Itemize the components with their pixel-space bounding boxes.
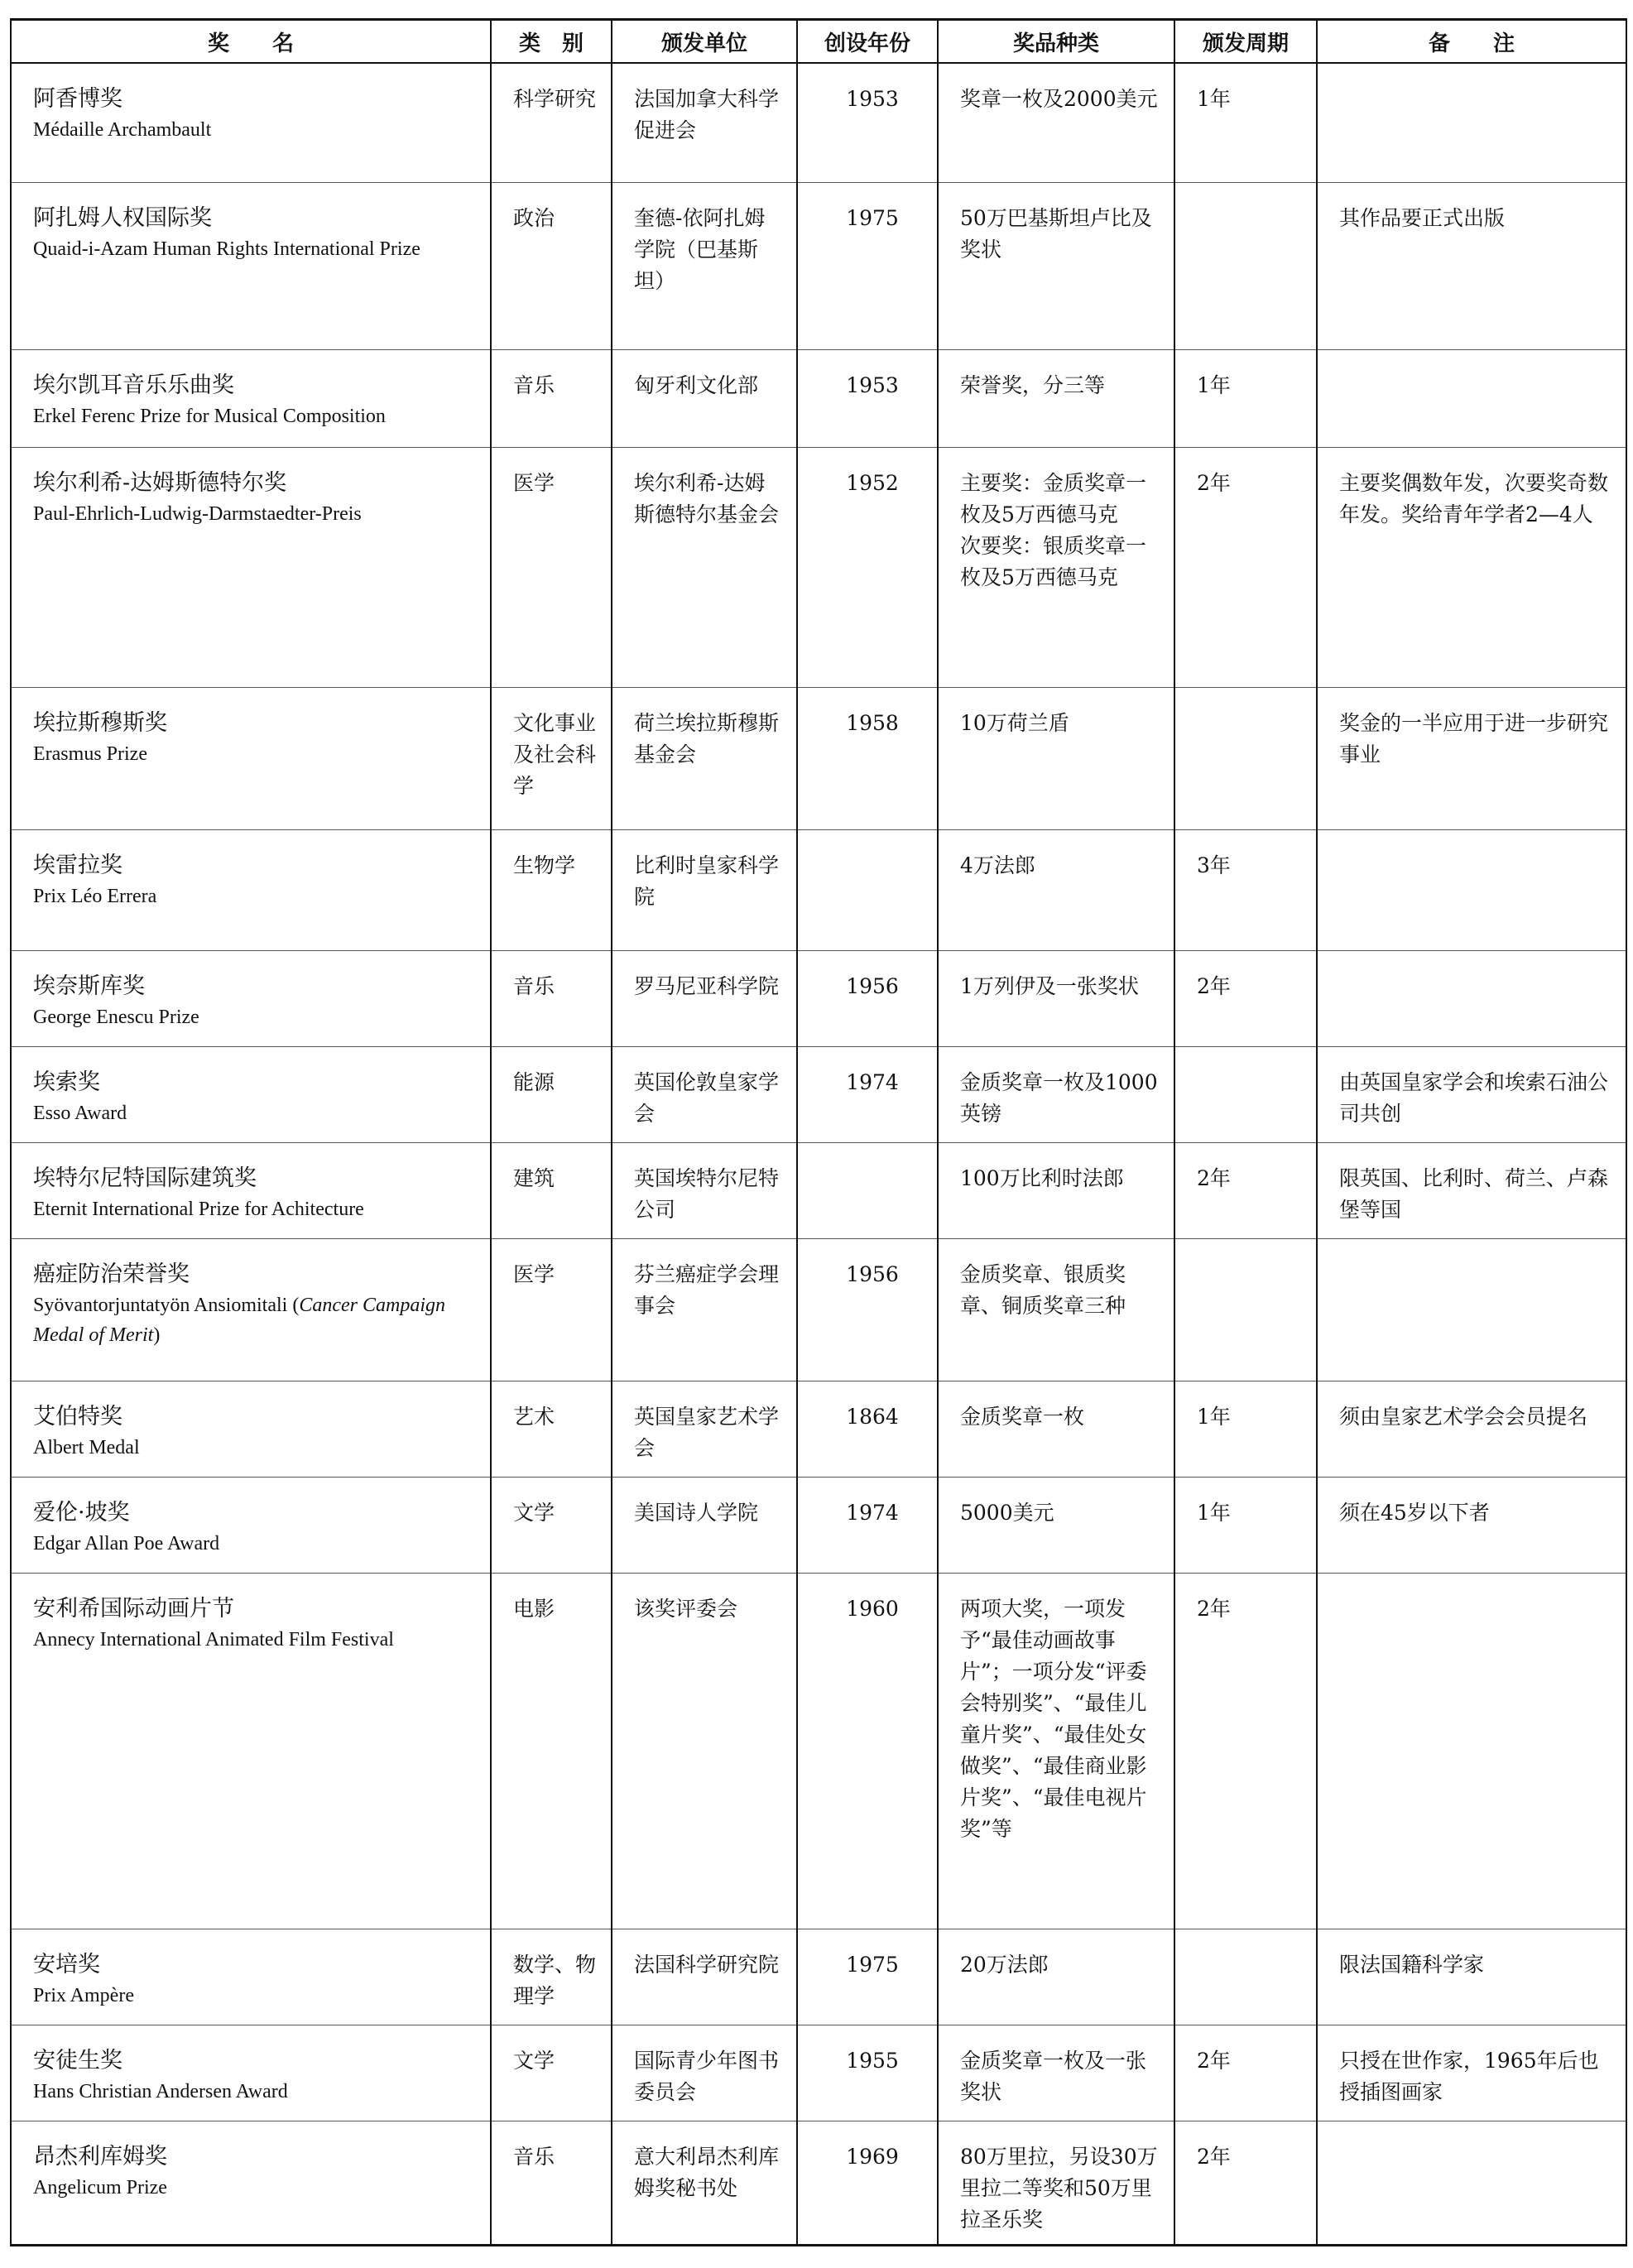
issuer-cell: 该奖评委会 bbox=[612, 1573, 797, 1929]
category-cell: 科学研究 bbox=[491, 63, 612, 182]
award-name-cn: 埃尔凯耳音乐乐曲奖 bbox=[33, 372, 234, 398]
award-name-cn: 埃索奖 bbox=[33, 1069, 100, 1095]
issuer-cell: 英国皇家艺术学会 bbox=[612, 1381, 797, 1477]
award-name-en: Angelicum Prize bbox=[33, 2176, 167, 2198]
header-year: 创设年份 bbox=[797, 20, 938, 64]
category-cell: 医学 bbox=[491, 1238, 612, 1381]
category-cell: 政治 bbox=[491, 182, 612, 349]
period-cell: 1年 bbox=[1174, 1477, 1317, 1573]
award-name-cn: 埃特尔尼特国际建筑奖 bbox=[33, 1165, 257, 1191]
category-cell: 文化事业及社会科学 bbox=[491, 687, 612, 829]
notes-cell: 限法国籍科学家 bbox=[1317, 1929, 1626, 2025]
category-cell: 音乐 bbox=[491, 349, 612, 447]
prize-cell: 两项大奖，一项发予“最佳动画故事片”；一项分发“评委会特别奖”、“最佳儿童片奖”、“最佳处女做奖”、“最佳商业影片奖”、“最佳电视片奖”等 bbox=[938, 1573, 1174, 1929]
prize-cell: 1万列伊及一张奖状 bbox=[938, 950, 1174, 1046]
table-row bbox=[11, 950, 1626, 1046]
award-name-cell bbox=[11, 1142, 491, 1238]
notes-cell: 主要奖偶数年发，次要奖奇数年发。奖给青年学者2—4人 bbox=[1317, 447, 1626, 687]
year-cell: 1975 bbox=[797, 182, 938, 349]
table-row bbox=[11, 1573, 1626, 1929]
issuer-cell: 埃尔利希-达姆斯德特尔基金会 bbox=[612, 447, 797, 687]
award-name-en-italic: Cancer Campaign Medal of Merit bbox=[33, 1294, 445, 1346]
notes-cell: 须在45岁以下者 bbox=[1317, 1477, 1626, 1573]
category-cell: 数学、物理学 bbox=[491, 1929, 612, 2025]
table-row bbox=[11, 1929, 1626, 2025]
year-cell: 1956 bbox=[797, 1238, 938, 1381]
year-cell: 1958 bbox=[797, 687, 938, 829]
period-cell bbox=[1174, 1046, 1317, 1142]
category-cell: 艺术 bbox=[491, 1381, 612, 1477]
period-cell: 3年 bbox=[1174, 829, 1317, 950]
prize-cell: 奖章一枚及2000美元 bbox=[938, 63, 1174, 182]
year-cell: 1864 bbox=[797, 1381, 938, 1477]
category-cell: 能源 bbox=[491, 1046, 612, 1142]
award-name-cell bbox=[11, 447, 491, 687]
issuer-cell: 法国科学研究院 bbox=[612, 1929, 797, 2025]
year-cell: 1955 bbox=[797, 2025, 938, 2121]
period-cell bbox=[1174, 1929, 1317, 2025]
period-cell: 2年 bbox=[1174, 2025, 1317, 2121]
header-row bbox=[11, 20, 1626, 64]
prize-cell: 金质奖章一枚及一张奖状 bbox=[938, 2025, 1174, 2121]
category-cell: 建筑 bbox=[491, 1142, 612, 1238]
award-name-cn: 安徒生奖 bbox=[33, 2047, 122, 2073]
award-name-en: Albert Medal bbox=[33, 1436, 140, 1458]
prize-cell: 50万巴基斯坦卢比及奖状 bbox=[938, 182, 1174, 349]
award-name-en bbox=[33, 1290, 478, 1350]
table-row bbox=[11, 1381, 1626, 1477]
table-row bbox=[11, 447, 1626, 687]
period-cell bbox=[1174, 687, 1317, 829]
period-cell bbox=[1174, 1238, 1317, 1381]
notes-cell bbox=[1317, 1573, 1626, 1929]
issuer-cell: 荷兰埃拉斯穆斯基金会 bbox=[612, 687, 797, 829]
category-cell: 音乐 bbox=[491, 2121, 612, 2245]
award-name-en: Prix Ampère bbox=[33, 1984, 134, 2006]
year-cell: 1960 bbox=[797, 1573, 938, 1929]
table-header bbox=[11, 20, 1626, 64]
award-name-cn: 爱伦·坡奖 bbox=[33, 1499, 130, 1526]
table-row bbox=[11, 1142, 1626, 1238]
award-name-cn: 埃雷拉奖 bbox=[33, 852, 122, 878]
prize-cell: 金质奖章、银质奖章、铜质奖章三种 bbox=[938, 1238, 1174, 1381]
award-name-en: Annecy International Animated Film Festival bbox=[33, 1628, 394, 1651]
issuer-cell: 美国诗人学院 bbox=[612, 1477, 797, 1573]
period-cell: 2年 bbox=[1174, 950, 1317, 1046]
award-name-cell bbox=[11, 687, 491, 829]
award-name-en: Médaille Archambault bbox=[33, 119, 212, 141]
header-name: 奖 名 bbox=[11, 20, 491, 64]
award-name-cn: 阿香博奖 bbox=[33, 86, 122, 112]
award-name-cell bbox=[11, 2025, 491, 2121]
award-name-cell bbox=[11, 182, 491, 349]
award-name-en: Hans Christian Andersen Award bbox=[33, 2080, 288, 2102]
award-name-cell bbox=[11, 63, 491, 182]
category-cell: 医学 bbox=[491, 447, 612, 687]
prize-cell: 荣誉奖，分三等 bbox=[938, 349, 1174, 447]
table-row bbox=[11, 1046, 1626, 1142]
notes-cell: 限英国、比利时、荷兰、卢森堡等国 bbox=[1317, 1142, 1626, 1238]
year-cell: 1974 bbox=[797, 1477, 938, 1573]
award-name-cell bbox=[11, 349, 491, 447]
award-name-en-main: Syövantorjuntatyön Ansiomitali ( bbox=[33, 1294, 300, 1316]
award-name-en: Quaid-i-Azam Human Rights International Prize bbox=[33, 238, 420, 260]
award-name-cell bbox=[11, 1929, 491, 2025]
category-cell: 文学 bbox=[491, 2025, 612, 2121]
category-cell: 文学 bbox=[491, 1477, 612, 1573]
issuer-cell: 英国埃特尔尼特公司 bbox=[612, 1142, 797, 1238]
prize-cell: 4万法郎 bbox=[938, 829, 1174, 950]
table-row bbox=[11, 1238, 1626, 1381]
table-row bbox=[11, 687, 1626, 829]
award-name-cell bbox=[11, 2121, 491, 2245]
table-row bbox=[11, 2121, 1626, 2245]
year-cell: 1975 bbox=[797, 1929, 938, 2025]
issuer-cell: 芬兰癌症学会理事会 bbox=[612, 1238, 797, 1381]
award-name-en: Eternit International Prize for Achitecture bbox=[33, 1198, 364, 1220]
notes-cell bbox=[1317, 829, 1626, 950]
notes-cell bbox=[1317, 1238, 1626, 1381]
notes-cell: 只授在世作家，1965年后也授插图画家 bbox=[1317, 2025, 1626, 2121]
issuer-cell: 匈牙利文化部 bbox=[612, 349, 797, 447]
award-name-en: Erasmus Prize bbox=[33, 742, 147, 765]
table-row bbox=[11, 182, 1626, 349]
award-name-en: Prix Léo Errera bbox=[33, 885, 157, 907]
period-cell: 1年 bbox=[1174, 1381, 1317, 1477]
table-body bbox=[11, 63, 1626, 2245]
award-name-cell bbox=[11, 1573, 491, 1929]
prize-cell: 金质奖章一枚及1000英镑 bbox=[938, 1046, 1174, 1142]
issuer-cell: 意大利昂杰利库姆奖秘书处 bbox=[612, 2121, 797, 2245]
year-cell: 1952 bbox=[797, 447, 938, 687]
award-name-cn: 癌症防治荣誉奖 bbox=[33, 1261, 190, 1287]
award-name-cn: 昂杰利库姆奖 bbox=[33, 2143, 167, 2169]
period-cell: 2年 bbox=[1174, 1573, 1317, 1929]
header-prize: 奖品种类 bbox=[938, 20, 1174, 64]
period-cell: 1年 bbox=[1174, 63, 1317, 182]
notes-cell bbox=[1317, 2121, 1626, 2245]
award-name-cell bbox=[11, 1381, 491, 1477]
prize-cell: 100万比利时法郎 bbox=[938, 1142, 1174, 1238]
award-name-cell bbox=[11, 829, 491, 950]
period-cell: 2年 bbox=[1174, 2121, 1317, 2245]
award-name-cell bbox=[11, 950, 491, 1046]
year-cell bbox=[797, 1142, 938, 1238]
year-cell bbox=[797, 829, 938, 950]
notes-cell bbox=[1317, 63, 1626, 182]
year-cell: 1969 bbox=[797, 2121, 938, 2245]
year-cell: 1956 bbox=[797, 950, 938, 1046]
prize-cell: 10万荷兰盾 bbox=[938, 687, 1174, 829]
table-row bbox=[11, 349, 1626, 447]
award-name-en: Esso Award bbox=[33, 1102, 127, 1124]
header-notes: 备 注 bbox=[1317, 20, 1626, 64]
category-cell: 电影 bbox=[491, 1573, 612, 1929]
table-row bbox=[11, 829, 1626, 950]
issuer-cell: 奎德-依阿扎姆学院（巴基斯坦） bbox=[612, 182, 797, 349]
table-row bbox=[11, 63, 1626, 182]
awards-table bbox=[10, 18, 1627, 2246]
prize-cell: 主要奖：金质奖章一枚及5万西德马克 次要奖：银质奖章一枚及5万西德马克 bbox=[938, 447, 1174, 687]
award-name-cn: 埃尔利希-达姆斯德特尔奖 bbox=[33, 469, 287, 496]
year-cell: 1953 bbox=[797, 349, 938, 447]
table-row bbox=[11, 1477, 1626, 1573]
prize-cell: 金质奖章一枚 bbox=[938, 1381, 1174, 1477]
prize-cell: 80万里拉，另设30万里拉二等奖和50万里拉圣乐奖 bbox=[938, 2121, 1174, 2245]
notes-cell bbox=[1317, 349, 1626, 447]
award-name-cn: 埃奈斯库奖 bbox=[33, 973, 145, 999]
year-cell: 1974 bbox=[797, 1046, 938, 1142]
period-cell: 2年 bbox=[1174, 447, 1317, 687]
award-name-cell bbox=[11, 1046, 491, 1142]
award-name-cn: 安利希国际动画片节 bbox=[33, 1595, 234, 1622]
prize-cell: 5000美元 bbox=[938, 1477, 1174, 1573]
notes-cell bbox=[1317, 950, 1626, 1046]
award-name-en: Erkel Ferenc Prize for Musical Composition bbox=[33, 405, 386, 427]
header-issuer: 颁发单位 bbox=[612, 20, 797, 64]
notes-cell: 奖金的一半应用于进一步研究事业 bbox=[1317, 687, 1626, 829]
period-cell bbox=[1174, 182, 1317, 349]
category-cell: 音乐 bbox=[491, 950, 612, 1046]
award-name-cell bbox=[11, 1477, 491, 1573]
table-row bbox=[11, 2025, 1626, 2121]
award-name-en: Edgar Allan Poe Award bbox=[33, 1532, 220, 1554]
period-cell: 2年 bbox=[1174, 1142, 1317, 1238]
issuer-cell: 国际青少年图书委员会 bbox=[612, 2025, 797, 2121]
award-name-cn: 阿扎姆人权国际奖 bbox=[33, 204, 212, 231]
issuer-cell: 罗马尼亚科学院 bbox=[612, 950, 797, 1046]
award-name-cn: 埃拉斯穆斯奖 bbox=[33, 709, 167, 736]
award-name-en: Paul-Ehrlich-Ludwig-Darmstaedter-Preis bbox=[33, 502, 362, 525]
issuer-cell: 比利时皇家科学院 bbox=[612, 829, 797, 950]
notes-cell: 由英国皇家学会和埃索石油公司共创 bbox=[1317, 1046, 1626, 1142]
year-cell: 1953 bbox=[797, 63, 938, 182]
period-cell: 1年 bbox=[1174, 349, 1317, 447]
award-name-cell bbox=[11, 1238, 491, 1381]
notes-cell: 其作品要正式出版 bbox=[1317, 182, 1626, 349]
category-cell: 生物学 bbox=[491, 829, 612, 950]
award-name-en: George Enescu Prize bbox=[33, 1006, 199, 1028]
issuer-cell: 英国伦敦皇家学会 bbox=[612, 1046, 797, 1142]
award-name-cn: 安培奖 bbox=[33, 1951, 100, 1977]
prize-cell: 20万法郎 bbox=[938, 1929, 1174, 2025]
award-name-en-tail: ) bbox=[153, 1324, 161, 1346]
header-category: 类 别 bbox=[491, 20, 612, 64]
issuer-cell: 法国加拿大科学促进会 bbox=[612, 63, 797, 182]
award-name-cn: 艾伯特奖 bbox=[33, 1403, 122, 1430]
header-period: 颁发周期 bbox=[1174, 20, 1317, 64]
notes-cell: 须由皇家艺术学会会员提名 bbox=[1317, 1381, 1626, 1477]
